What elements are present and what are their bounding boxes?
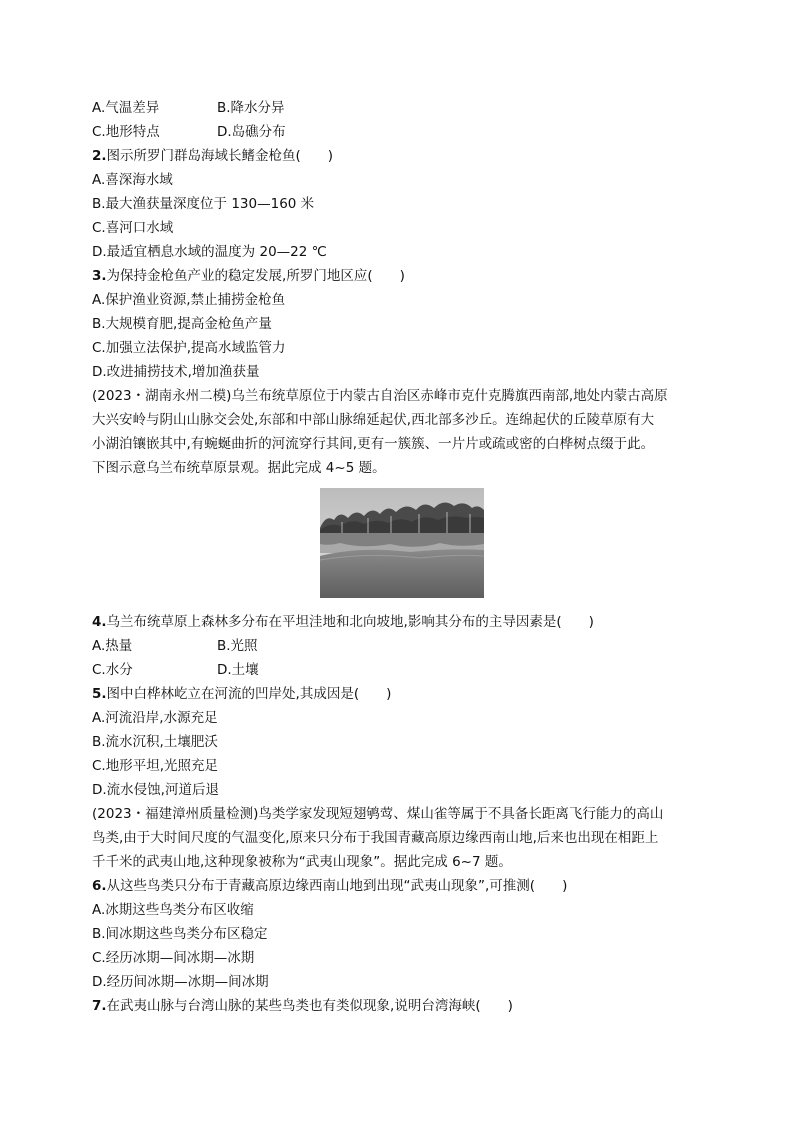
q2-option-b[interactable]: B.最大渔获量深度位于 130—160 米 [92, 196, 315, 212]
q6-option-d[interactable]: D.经历间冰期—冰期—间冰期 [92, 974, 269, 990]
question-2 [92, 144, 712, 168]
q1-option-b[interactable]: B.降水分异 [217, 100, 285, 116]
q4-option-c[interactable]: C.水分 [92, 662, 133, 678]
q6-option-b[interactable]: B.间冰期这些鸟类分布区稳定 [92, 926, 268, 942]
q6-option-a[interactable]: A.冰期这些鸟类分布区收缩 [92, 902, 254, 918]
passage-grassland-line-1: (2023・湖南永州二模)乌兰布统草原位于内蒙古自治区赤峰市克什克腾旗西南部,地处内蒙古高原 [92, 388, 668, 404]
question-7 [92, 994, 712, 1018]
passage-grassland-line-3: 小湖泊镶嵌其中,有蜿蜒曲折的河流穿行其间,更有一簇簇、一片片或疏或密的白桦树点缀于此。 [92, 436, 655, 452]
q3-option-c[interactable]: C.加强立法保护,提高水域监管力 [92, 340, 286, 356]
q3-option-b[interactable]: B.大规模育肥,提高金枪鱼产量 [92, 316, 272, 332]
passage-grassland-line-4: 下图示意乌兰布统草原景观。据此完成 4~5 题。 [92, 460, 386, 476]
question-6-number: 6. [92, 878, 107, 894]
q5-option-b[interactable]: B.流水沉积,土壤肥沃 [92, 734, 218, 750]
passage-birds-line-3: 千千米的武夷山地,这种现象被称为“武夷山现象”。据此完成 6~7 题。 [92, 854, 512, 870]
question-3-number: 3. [92, 268, 107, 284]
question-7-number: 7. [92, 998, 107, 1014]
q4-option-b[interactable]: B.光照 [217, 638, 258, 654]
q2-option-a[interactable]: A.喜深海水域 [92, 172, 173, 188]
q1-options-row-2 [92, 120, 712, 144]
passage-grassland-line-2: 大兴安岭与阴山山脉交会处,东部和中部山脉绵延起伏,西北部多沙丘。连绵起伏的丘陵草原有大 [92, 412, 655, 428]
photo-container [92, 484, 712, 602]
passage-birds-line-2: 鸟类,由于大时间尺度的气温变化,原来只分布于我国青藏高原边缘西南山地,后来也出现在相距上 [92, 830, 659, 846]
q1-option-c[interactable]: C.地形特点 [92, 124, 160, 140]
q6-option-c[interactable]: C.经历冰期—间冰期—冰期 [92, 950, 255, 966]
question-4 [92, 610, 712, 634]
passage-grassland [92, 384, 712, 480]
question-2-stem: 图示所罗门群岛海域长鳍金枪鱼( ) [106, 148, 334, 164]
q3-option-d[interactable]: D.改进捕捞技术,增加渔获量 [92, 364, 260, 380]
grassland-landscape-photo [320, 488, 484, 598]
question-4-stem: 乌兰布统草原上森林多分布在平坦洼地和北向坡地,影响其分布的主导因素是( ) [106, 614, 594, 630]
question-2-number: 2. [92, 148, 107, 164]
q1-options-row-1 [92, 96, 712, 120]
q1-option-d[interactable]: D.岛礁分布 [217, 124, 286, 140]
q2-option-d[interactable]: D.最适宜栖息水域的温度为 20—22 ℃ [92, 244, 327, 260]
q4-options-row-2 [92, 658, 712, 682]
question-3 [92, 264, 712, 288]
q4-options-row-1 [92, 634, 712, 658]
q3-option-a[interactable]: A.保护渔业资源,禁止捕捞金枪鱼 [92, 292, 286, 308]
q5-option-c[interactable]: C.地形平坦,光照充足 [92, 758, 219, 774]
passage-birds [92, 802, 712, 874]
q4-option-d[interactable]: D.土壤 [217, 662, 259, 678]
question-5 [92, 682, 712, 706]
passage-birds-line-1: (2023・福建漳州质量检测)鸟类学家发现短翅鸲莺、煤山雀等属于不具备长距离飞行能力的高山 [92, 806, 664, 822]
question-7-stem: 在武夷山脉与台湾山脉的某些鸟类也有类似现象,说明台湾海峡( ) [106, 998, 513, 1014]
landscape-illustration [320, 488, 484, 598]
question-5-stem: 图中白桦林屹立在河流的凹岸处,其成因是( ) [106, 686, 392, 702]
q4-option-a[interactable]: A.热量 [92, 638, 133, 654]
q5-option-d[interactable]: D.流水侵蚀,河道后退 [92, 782, 219, 798]
q5-option-a[interactable]: A.河流沿岸,水源充足 [92, 710, 218, 726]
q2-option-c[interactable]: C.喜河口水域 [92, 220, 174, 236]
q1-option-a[interactable]: A.气温差异 [92, 100, 160, 116]
question-6-stem: 从这些鸟类只分布于青藏高原边缘西南山地到出现“武夷山现象”,可推测( ) [106, 878, 568, 894]
question-3-stem: 为保持金枪鱼产业的稳定发展,所罗门地区应( ) [106, 268, 405, 284]
question-4-number: 4. [92, 614, 107, 630]
question-6 [92, 874, 712, 898]
document-page [92, 96, 712, 1018]
question-5-number: 5. [92, 686, 107, 702]
